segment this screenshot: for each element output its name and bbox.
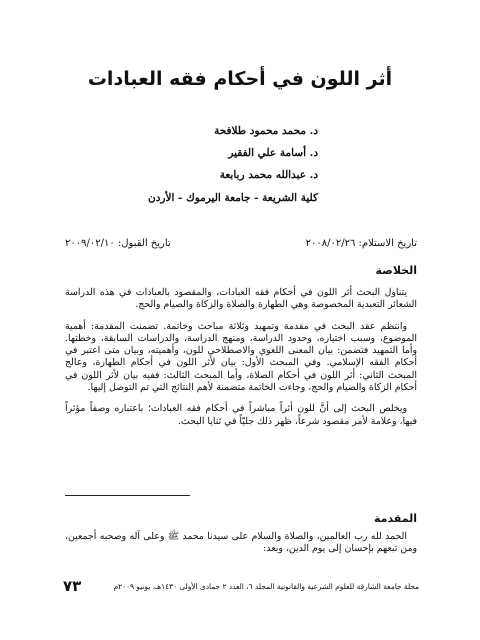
author-affiliation: كلية الشريعة - جامعة اليرموك - الأردن (148, 192, 318, 204)
introduction-paragraph: الحمد لله رب العالمين، والصلاة والسلام على سيدنا محمد ﷺ وعلى آله وصحبه أجمعين، ومن تبعهم بإحسان إلى يوم الدين، وبعد: (65, 531, 417, 555)
accepted-date: تاريخ القبول: ٢٠٠٩/٠٢/١٠ (65, 238, 171, 249)
author-name: د. عبدالله محمد ربابعة (219, 169, 318, 181)
introduction-heading: المقدمة (373, 512, 417, 525)
paper-title: أثر اللون في أحكام فقه العبادات (87, 68, 393, 90)
page-number: ٧٣ (63, 577, 82, 595)
received-date: تاريخ الاستلام: ٢٠٠٨/٠٢/٢٦ (305, 238, 417, 249)
author-name: د. محمد محمود طلافحة (214, 125, 318, 137)
abstract-paragraph: ويخلص البحث إلى أنَّ للون أثراً مباشراً في أحكام فقه العبادات؛ باعتباره وصفاً مؤثراً فيها، وعلامة لأمر مقصود شرعاً، ظهر ذلك جليّاً في ثنايا البحث. (65, 403, 417, 427)
footnote-divider (65, 495, 190, 496)
author-name: د. أسامة علي الفقير (228, 147, 318, 159)
abstract-body (65, 287, 417, 437)
journal-info: مجلة جامعة الشارقة للعلوم الشرعية والقانونية المجلد ٦، العدد ٢ جمادى الأولى ١٤٣٠هـ، يونيو ٢٠٠٩م (113, 582, 419, 591)
introduction-body (65, 531, 417, 565)
abstract-paragraph: وانتظم عقد البحث في مقدمة وتمهيد وثلاثة مباحث وخاتمة. تضمنت المقدمة: أهمية الموضوع، وسبب اختياره، وحدود الدراسة، ومنهج الدراسة، والدراسات السابقة، وخطتها. وأما التمهيد فتضمن: بيان المعنى اللغوي والاصطلاحي للون، وأهميته، وبيان متى اعتبر في أحكام الفقه الإسلامي. وفي المبحث الأول: بيان لأثر اللون في أحكام الطهارة، وعالج المبحث الثاني: أثر اللون في أحكام الصلاة، وأما المبحث الثالث: ففيه بيان لأثر اللون في أحكام الزكاة والصيام والحج، وجاءت الخاتمة متضمنة لأهم النتائج التي تم التوصل إليها. (65, 320, 417, 394)
page-footer (63, 577, 419, 597)
author-block (78, 120, 318, 208)
submission-dates (65, 238, 417, 254)
abstract-heading: الخلاصة (375, 264, 417, 277)
abstract-paragraph: يتناول البحث أثر اللون في أحكام فقه العبادات، والمقصود بالعبادات في هذه الدراسة الشعائر التعبدية المخصوصة وهي الطهارة والصلاة والزكاة والصيام والحج. (65, 287, 417, 311)
